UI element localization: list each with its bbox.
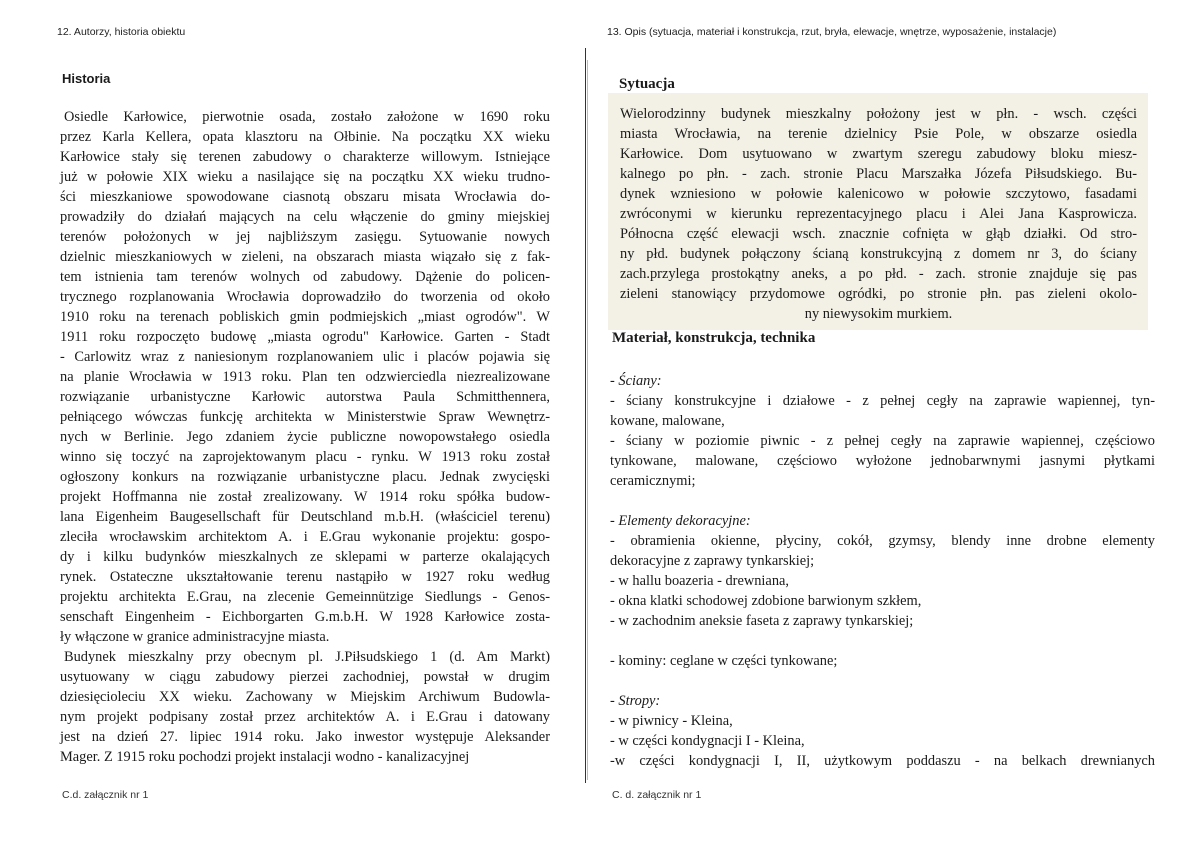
situation-heading: Sytuacja bbox=[619, 76, 675, 92]
situation-paragraph-line: dynek wzniesiono w połowie kalenicowo w połowie szczytowo, fasadami bbox=[620, 186, 1137, 202]
history-paragraph-line: senschaft Eingenheim - Eichborgarten G.m.b.H. W 1928 Karłowice zosta- bbox=[60, 609, 550, 625]
material-paragraph-line: dekoracyjne z zaprawy tynkarskiej; bbox=[610, 553, 815, 569]
material-paragraph-line: - w hallu boazeria - drewniana, bbox=[610, 573, 789, 589]
history-paragraph-line: lana Eigenheim Baugesellschaft für Deutschland m.b.H. (właściciel terenu) bbox=[60, 509, 550, 525]
material-paragraph-line: - ściany konstrukcyjne i działowe - z pełnej cegły na zaprawie wapiennej, tyn- bbox=[610, 393, 1155, 409]
history-paragraph-line: prowadziły do działań mających na celu włączenie do gminy miejskiej bbox=[60, 209, 550, 225]
history-paragraph-line: zleciła wrocławskim architektom A. i E.Grau wykonanie projektu: gospo- bbox=[60, 529, 550, 545]
material-paragraph-line: - w zachodnim aneksie faseta z zaprawy tynkarskiej; bbox=[610, 613, 914, 629]
left-footer: C.d. załącznik nr 1 bbox=[62, 789, 149, 801]
history-paragraph-line: pełniącego wówczas funkcję architekta w Ministerstwie Spraw Wewnętrz- bbox=[60, 409, 550, 425]
material-paragraph-line: ceramicznymi; bbox=[610, 473, 696, 489]
history-heading: Historia bbox=[62, 71, 111, 86]
material-paragraph-line: - obramienia okienne, płyciny, cokół, gzymsy, blendy inne drobne elementy bbox=[610, 533, 1155, 549]
history-paragraph-line: nych w Berlinie. Jego zdaniem życie publiczne nowopowstałego osiedla bbox=[60, 429, 550, 445]
material-paragraph-line bbox=[610, 671, 1155, 691]
history-paragraph-line: dzielnic mieszkaniowych w zieleni, na obszarach miasta wiązało się z fak- bbox=[60, 249, 550, 265]
material-paragraph-line: - w piwnicy - Kleina, bbox=[610, 713, 733, 729]
history-text bbox=[60, 107, 550, 767]
material-paragraph-line: - Ściany: bbox=[610, 373, 662, 389]
history-paragraph-line: tem istnienia tam terenów wolnych od zabudowy. Dążenie do policen- bbox=[60, 269, 550, 285]
history-paragraph-line: na planie Wrocławia w 1913 roku. Plan ten odzwierciedla niezrealizowane bbox=[60, 369, 550, 385]
situation-text bbox=[620, 104, 1137, 324]
history-paragraph-line: dy i kilku budynków mieszkalnych ze sklepami w parterze okalających bbox=[60, 549, 550, 565]
material-paragraph-line: - Elementy dekoracyjne: bbox=[610, 513, 751, 529]
history-paragraph-line: 1910 roku na terenach pobliskich gmin podmiejskich „miast ogrodów". W bbox=[60, 309, 550, 325]
material-paragraph-line: - w części kondygnacji I - Kleina, bbox=[610, 733, 805, 749]
history-paragraph-line: jest na dzień 27. lipiec 1914 roku. Jako inwestor występuje Aleksander bbox=[60, 729, 550, 745]
column-divider bbox=[585, 48, 586, 783]
material-paragraph-line: -w części kondygnacji I, II, użytkowym poddaszu - na belkach drewnianych bbox=[610, 753, 1155, 769]
material-paragraph-line: kowane, malowane, bbox=[610, 413, 725, 429]
history-paragraph-line: rynek. Ostateczne ukształtowanie terenu nastąpiło w 1927 roku według bbox=[60, 569, 550, 585]
material-paragraph-line bbox=[610, 491, 1155, 511]
history-paragraph-line: przez Karla Kellera, opata klasztoru na Ołbinie. Na początku XX wieku bbox=[60, 129, 550, 145]
history-paragraph-line: winno się toczyć na zaprojektowanym placu - rynku. W 1913 roku został bbox=[60, 449, 550, 465]
history-paragraph-line: już w połowie XIX wieku a nasilające się na początku XX wieku trudno- bbox=[60, 169, 550, 185]
left-section-header: 12. Autorzy, historia obiektu bbox=[57, 26, 186, 38]
right-footer: C. d. załącznik nr 1 bbox=[612, 789, 702, 801]
history-paragraph-line: nym projekt podpisany został przez architektów A. i E.Grau i datowany bbox=[60, 709, 550, 725]
situation-paragraph-line: Karłowice. Dom usytuowano w zwartym szeregu zabudowy bloku miesz- bbox=[620, 146, 1137, 162]
situation-paragraph-line: Wielorodzinny budynek mieszkalny położony jest w płn. - wsch. części bbox=[620, 106, 1137, 122]
history-paragraph-line: 1911 roku rozpoczęto budowę „miasta ogrodu" Karłowice. Garten - Stadt bbox=[60, 329, 550, 345]
history-paragraph-line: Karłowice stały się terenen zabudowy o charakterze willowym. Istniejące bbox=[60, 149, 550, 165]
history-paragraph-line: usytuowany w ciągu zabudowy pierzei zachodniej, powstał w drugim bbox=[60, 669, 550, 685]
situation-paragraph-line: ny niewysokim murkiem. bbox=[804, 306, 953, 322]
situation-paragraph-line: kalnego po płn. - zach. stronie Placu Marszałka Józefa Piłsudskiego. Bu- bbox=[620, 166, 1137, 182]
history-paragraph-line: Mager. Z 1915 roku pochodzi projekt instalacji wodno - kanalizacyjnej bbox=[60, 749, 470, 765]
history-paragraph-line: ogłoszony konkurs na rozwiązanie urbanistyczne placu. Jednak zwycięski bbox=[60, 469, 550, 485]
history-paragraph-line: trycznego rozplanowania Wrocławia doprowadziło do tworzenia od około bbox=[60, 289, 550, 305]
situation-paragraph-line: ny płd. budynek połączony ścianą konstrukcyjną z domem nr 3, do ściany bbox=[620, 246, 1137, 262]
situation-paragraph-line: zwróconymi w kierunku reprezentacyjnego placu i Alei Jana Kasprowicza. bbox=[620, 206, 1137, 222]
history-paragraph-line: terenów położonych w jej najbliższym zasięgu. Sytuowanie nowych bbox=[60, 229, 550, 245]
history-paragraph-line: dziesięcioleciu XX wieku. Zachowany w Miejskim Archiwum Budowla- bbox=[60, 689, 550, 705]
material-paragraph-line: - okna klatki schodowej zdobione barwionym szkłem, bbox=[610, 593, 922, 609]
history-paragraph-line: Osiedle Karłowice, pierwotnie osada, zostało założone w 1690 roku bbox=[64, 109, 550, 125]
material-paragraph-line: - Stropy: bbox=[610, 693, 661, 709]
material-paragraph-line: - ściany w poziomie piwnic - z pełnej cegły na zaprawie wapiennej, częściowo bbox=[610, 433, 1155, 449]
history-paragraph-line: - Carlowitz wraz z naniesionym rozplanowaniem ulic i placów pojawia się bbox=[60, 349, 550, 365]
situation-paragraph-line: miasta Wrocławia, na terenie dzielnicy Psie Pole, w obszarze osiedla bbox=[620, 126, 1137, 142]
history-paragraph-line: projektu architekta E.Grau, na zlecenie Gemeinnützige Siedlungs - Genos- bbox=[60, 589, 550, 605]
situation-paragraph-line: Północna część elewacji wsch. znacznie cofnięta w głąb działki. Od stro- bbox=[620, 226, 1137, 242]
column-divider-shadow bbox=[587, 60, 588, 780]
history-paragraph-line: Budynek mieszkalny przy obecnym pl. J.Piłsudskiego 1 (d. Am Markt) bbox=[64, 649, 550, 665]
history-paragraph-line: ści mieszkaniowe spowodowane ciasnotą obszaru misata Wrocławia do- bbox=[60, 189, 550, 205]
material-text bbox=[610, 371, 1155, 771]
history-paragraph-line: projekt Hoffmanna nie został zrealizowany. W 1914 roku spółka budow- bbox=[60, 489, 550, 505]
material-paragraph-line: tynkowane, malowane, częściowo wyłożone jednobarwnymi jasnymi płytkami bbox=[610, 453, 1155, 469]
material-paragraph-line: - kominy: ceglane w części tynkowane; bbox=[610, 653, 838, 669]
history-paragraph-line: rozwiązanie urbanistyczne Karłowic autorstwa Paula Schmitthennera, bbox=[60, 389, 550, 405]
right-section-header: 13. Opis (sytuacja, materiał i konstrukcja, rzut, bryła, elewacje, wnętrze, wyposażenie, instalacje) bbox=[607, 26, 1057, 38]
situation-paragraph-line: zach.przylega prostokątny aneks, a po płd. - zach. stronie znajduje się pas bbox=[620, 266, 1137, 282]
material-paragraph-line bbox=[610, 631, 1155, 651]
history-paragraph-line: ły włączone w granice administracyjne miasta. bbox=[60, 629, 330, 645]
situation-paragraph-line: zieleni stanowiący przydomowe ogródki, po stronie płn. pas zieleni okolo- bbox=[620, 286, 1137, 302]
material-heading: Materiał, konstrukcja, technika bbox=[612, 330, 816, 346]
